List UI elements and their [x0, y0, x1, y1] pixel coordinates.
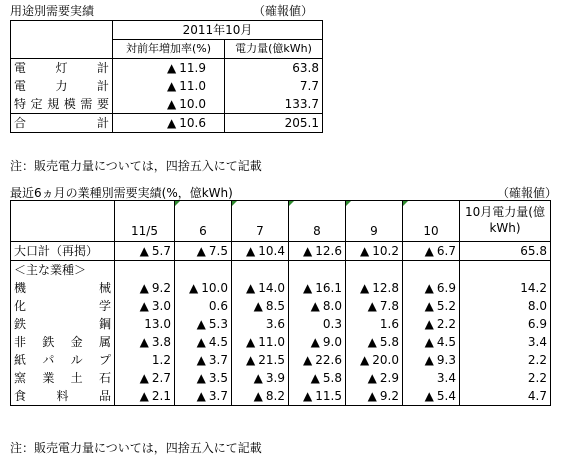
negative-marker: ▲ [246, 281, 256, 295]
negative-marker: ▲ [310, 299, 320, 313]
value-cell [115, 242, 175, 261]
yoy-cell [113, 77, 225, 95]
value: 11.9 [179, 61, 206, 75]
label-char: 械 [98, 281, 111, 295]
value: 7.7 [299, 79, 319, 93]
label-char: 学 [98, 299, 111, 313]
negative-marker: ▲ [139, 335, 149, 349]
value-cell [346, 279, 403, 297]
label-char: 合 [14, 116, 27, 130]
negative-marker: ▲ [246, 335, 256, 349]
table-row [11, 315, 551, 333]
label-char: 化 [14, 299, 27, 313]
power-cell [460, 387, 551, 406]
negative-marker: ▲ [167, 116, 177, 130]
value: 2.2 [527, 353, 547, 367]
value: 3.7 [208, 389, 228, 403]
value: 5.8 [322, 371, 342, 385]
table1-corner [11, 21, 113, 40]
negative-marker: ▲ [424, 389, 434, 403]
negative-marker: ▲ [167, 79, 177, 93]
negative-marker: ▲ [246, 244, 256, 258]
power-cell [225, 77, 323, 95]
value: 10.4 [258, 244, 285, 258]
table2-caption: 最近6ヵ月の業種別需要実績(%，億kWh) [10, 186, 233, 200]
label-char: 需 [80, 97, 93, 111]
value: 4.7 [527, 389, 547, 403]
negative-marker: ▲ [196, 389, 206, 403]
table2-corner [11, 201, 115, 242]
value: 3.6 [265, 317, 285, 331]
negative-marker: ▲ [303, 244, 313, 258]
power-cell [225, 114, 323, 133]
value-cell [232, 242, 289, 261]
label-char: 鋼 [98, 317, 111, 331]
negative-marker: ▲ [196, 317, 206, 331]
cell-comment-marker [289, 201, 294, 206]
value-cell [289, 387, 346, 406]
negative-marker: ▲ [367, 371, 377, 385]
value: 0.6 [208, 299, 228, 313]
negative-marker: ▲ [424, 317, 434, 331]
cell-comment-marker [346, 201, 351, 206]
value-cell [403, 351, 460, 369]
month-header: 9 [346, 201, 403, 242]
negative-marker: ▲ [189, 281, 199, 295]
power-cell [225, 95, 323, 114]
value: 10.0 [201, 281, 228, 295]
value: 2.9 [379, 371, 399, 385]
row-label [14, 370, 111, 386]
value-cell [115, 387, 175, 406]
row-label [14, 78, 109, 94]
table1-status: （確報値） [253, 4, 314, 18]
row-label [14, 334, 111, 350]
row-label-cell [11, 242, 115, 261]
table-row [11, 279, 551, 297]
value-cell [403, 369, 460, 387]
value: 7.8 [379, 299, 399, 313]
value-cell [289, 351, 346, 369]
label-char: プ [98, 353, 111, 367]
negative-marker: ▲ [139, 244, 149, 258]
value-cell [232, 369, 289, 387]
cell-comment-marker [175, 201, 180, 206]
negative-marker: ▲ [424, 335, 434, 349]
month-header: 11/5 [115, 201, 175, 242]
row-label [14, 115, 109, 131]
label-char: 力 [55, 79, 68, 93]
value: 9.2 [151, 281, 171, 295]
power-cell [460, 333, 551, 351]
value: 3.9 [265, 371, 285, 385]
power-cell [460, 315, 551, 333]
row-label [14, 298, 111, 314]
label-char: 食 [14, 389, 27, 403]
negative-marker: ▲ [360, 281, 370, 295]
value-cell [346, 351, 403, 369]
value-cell [289, 315, 346, 333]
value: 3.5 [208, 371, 228, 385]
label-char: 紙 [14, 353, 27, 367]
label-char: 業 [42, 371, 55, 385]
negative-marker: ▲ [424, 353, 434, 367]
value: 1.6 [379, 317, 399, 331]
value: 20.0 [372, 353, 399, 367]
table-row [11, 59, 323, 78]
value-cell [403, 315, 460, 333]
table-row [11, 333, 551, 351]
value-cell [175, 387, 232, 406]
table1-period: 2011年10月 [113, 21, 323, 40]
negative-marker: ▲ [167, 97, 177, 111]
label-char: 計 [96, 116, 109, 130]
value: 5.2 [436, 299, 456, 313]
value: 133.7 [284, 97, 319, 111]
month-header: 6 [175, 201, 232, 242]
row-label [14, 316, 111, 332]
value: 4.5 [208, 335, 228, 349]
negative-marker: ▲ [196, 371, 206, 385]
table1-col-power: 電力量(億kWh) [225, 40, 323, 59]
label-char: 料 [56, 389, 69, 403]
row-label-cell [11, 315, 115, 333]
label-char: 規 [47, 97, 60, 111]
value: 3.7 [208, 353, 228, 367]
value-cell [403, 387, 460, 406]
label-char: 要 [96, 97, 109, 111]
label-char: 窯 [14, 371, 27, 385]
yoy-cell [113, 114, 225, 133]
label-char: 灯 [55, 61, 68, 75]
row-label-cell [11, 114, 113, 133]
negative-marker: ▲ [139, 389, 149, 403]
negative-marker: ▲ [253, 389, 263, 403]
table-row [11, 297, 551, 315]
value-cell [115, 279, 175, 297]
table-row [11, 242, 551, 261]
negative-marker: ▲ [196, 353, 206, 367]
value-cell [175, 279, 232, 297]
row-label: ＜主な業種＞ [14, 263, 87, 277]
power-cell [225, 59, 323, 78]
table-row [11, 261, 551, 280]
row-label-cell [11, 297, 115, 315]
value: 6.7 [436, 244, 456, 258]
value: 11.0 [258, 335, 285, 349]
row-label-cell [11, 351, 115, 369]
table-row [11, 369, 551, 387]
value: 2.2 [436, 317, 456, 331]
value-cell [289, 369, 346, 387]
value: 2.7 [151, 371, 171, 385]
label-char: 属 [98, 335, 111, 349]
col-power-header: 10月電力量(億kWh) [460, 201, 551, 242]
negative-marker: ▲ [424, 281, 434, 295]
negative-marker: ▲ [253, 371, 263, 385]
value: 22.6 [315, 353, 342, 367]
value-cell [175, 315, 232, 333]
label-char: 定 [30, 97, 43, 111]
value: 10.0 [179, 97, 206, 111]
value-cell [346, 297, 403, 315]
label-char: 計 [96, 79, 109, 93]
label-char: 金 [70, 335, 83, 349]
row-label [14, 96, 109, 112]
value-cell [175, 351, 232, 369]
value-cell [403, 333, 460, 351]
value-cell [289, 297, 346, 315]
label-char: 電 [14, 61, 27, 75]
label-char: 非 [14, 335, 27, 349]
negative-marker: ▲ [167, 61, 177, 75]
value-cell [232, 279, 289, 297]
value-cell [232, 351, 289, 369]
value-cell [346, 387, 403, 406]
label-char: 特 [14, 97, 27, 111]
negative-marker: ▲ [360, 353, 370, 367]
table1-note: 注：販売電力量については，四捨五入にて記載 [10, 159, 262, 173]
value-cell [115, 333, 175, 351]
table-row [11, 351, 551, 369]
value-cell [232, 297, 289, 315]
negative-marker: ▲ [196, 335, 206, 349]
value: 2.1 [151, 389, 171, 403]
label-char: 鉄 [14, 317, 27, 331]
value-cell [232, 333, 289, 351]
power-cell [460, 351, 551, 369]
power-cell [460, 279, 551, 297]
value: 0.3 [322, 317, 342, 331]
value: 8.2 [265, 389, 285, 403]
row-label: 大口計（再掲） [14, 244, 99, 258]
value: 14.2 [520, 281, 547, 295]
negative-marker: ▲ [424, 244, 434, 258]
label-char: 土 [70, 371, 83, 385]
value: 3.4 [436, 371, 456, 385]
value-cell [175, 261, 232, 280]
row-label [14, 352, 111, 368]
table2-status: （確報値） [497, 186, 558, 200]
negative-marker: ▲ [196, 244, 206, 258]
value-cell [346, 261, 403, 280]
negative-marker: ▲ [139, 281, 149, 295]
row-label [14, 388, 111, 404]
label-char: 電 [14, 79, 27, 93]
value-cell [175, 297, 232, 315]
value: 5.8 [379, 335, 399, 349]
value-cell [175, 369, 232, 387]
value-cell [403, 261, 460, 280]
value: 9.2 [379, 389, 399, 403]
power-cell [460, 261, 551, 280]
value-cell [346, 369, 403, 387]
negative-marker: ▲ [253, 299, 263, 313]
negative-marker: ▲ [310, 335, 320, 349]
value: 16.1 [315, 281, 342, 295]
value: 205.1 [284, 116, 319, 130]
negative-marker: ▲ [360, 244, 370, 258]
value: 5.3 [208, 317, 228, 331]
value-cell [403, 279, 460, 297]
value: 6.9 [436, 281, 456, 295]
row-label [14, 60, 109, 76]
value-cell [232, 261, 289, 280]
value: 63.8 [292, 61, 319, 75]
negative-marker: ▲ [139, 299, 149, 313]
value-cell [289, 242, 346, 261]
value: 3.4 [527, 335, 547, 349]
label-char: 鉄 [42, 335, 55, 349]
cell-comment-marker [232, 201, 237, 206]
value: 4.5 [436, 335, 456, 349]
month-header: 8 [289, 201, 346, 242]
label-char: パ [42, 353, 55, 367]
yoy-cell [113, 59, 225, 78]
value-cell [115, 369, 175, 387]
row-label-cell [11, 95, 113, 114]
value-cell [115, 315, 175, 333]
value: 5.7 [151, 244, 171, 258]
negative-marker: ▲ [367, 299, 377, 313]
value: 8.0 [322, 299, 342, 313]
table1-caption: 用途別需要実績 [10, 4, 95, 18]
value-cell [232, 387, 289, 406]
table1-col-yoy: 対前年増加率(%) [113, 40, 225, 59]
value: 8.0 [527, 299, 547, 313]
value: 11.5 [315, 389, 342, 403]
value: 21.5 [258, 353, 285, 367]
value: 7.5 [208, 244, 228, 258]
value: 11.0 [179, 79, 206, 93]
row-label-cell [11, 369, 115, 387]
negative-marker: ▲ [139, 371, 149, 385]
value-cell [289, 279, 346, 297]
negative-marker: ▲ [424, 299, 434, 313]
row-label-cell [11, 333, 115, 351]
label-char: 石 [98, 371, 111, 385]
value: 1.2 [151, 353, 171, 367]
value-cell [346, 315, 403, 333]
row-label-cell [11, 387, 115, 406]
value: 14.0 [258, 281, 285, 295]
row-label [14, 280, 111, 296]
negative-marker: ▲ [367, 335, 377, 349]
value: 8.5 [265, 299, 285, 313]
label-char: 計 [96, 61, 109, 75]
value: 2.2 [527, 371, 547, 385]
table-row [11, 95, 323, 114]
table1-corner-lower [11, 40, 113, 59]
month-header: 10 [403, 201, 460, 242]
value-cell [175, 333, 232, 351]
value: 12.8 [372, 281, 399, 295]
table-row [11, 77, 323, 95]
row-label-cell [11, 77, 113, 95]
value-cell [232, 315, 289, 333]
negative-marker: ▲ [303, 353, 313, 367]
label-char: 模 [63, 97, 76, 111]
value-cell [175, 242, 232, 261]
table-row [11, 387, 551, 406]
label-char: 機 [14, 281, 27, 295]
cell-comment-marker [403, 201, 408, 206]
value: 3.8 [151, 335, 171, 349]
value: 9.0 [322, 335, 342, 349]
yoy-cell [113, 95, 225, 114]
value: 9.3 [436, 353, 456, 367]
table-row [11, 114, 323, 133]
negative-marker: ▲ [246, 353, 256, 367]
table2-note: 注：販売電力量については，四捨五入にて記載 [10, 441, 262, 455]
industry-demand-table [10, 200, 551, 406]
month-header: 7 [232, 201, 289, 242]
value: 10.6 [179, 116, 206, 130]
negative-marker: ▲ [367, 389, 377, 403]
value-cell [346, 333, 403, 351]
value: 13.0 [144, 317, 171, 331]
power-cell [460, 369, 551, 387]
value-cell [403, 297, 460, 315]
value-cell [115, 297, 175, 315]
value-cell [289, 261, 346, 280]
value: 6.9 [527, 317, 547, 331]
value-cell [115, 261, 175, 280]
negative-marker: ▲ [303, 389, 313, 403]
negative-marker: ▲ [310, 371, 320, 385]
usage-demand-table [10, 20, 323, 133]
value-cell [403, 242, 460, 261]
row-label-cell [11, 261, 115, 280]
label-char: ル [70, 353, 83, 367]
value-cell [346, 242, 403, 261]
value: 3.0 [151, 299, 171, 313]
value-cell [115, 351, 175, 369]
row-label-cell [11, 59, 113, 78]
value: 5.4 [436, 389, 456, 403]
power-cell [460, 297, 551, 315]
value-cell [289, 333, 346, 351]
label-char: 品 [98, 389, 111, 403]
row-label-cell [11, 279, 115, 297]
power-cell [460, 242, 551, 261]
value: 10.2 [372, 244, 399, 258]
value: 65.8 [520, 244, 547, 258]
value: 12.6 [315, 244, 342, 258]
negative-marker: ▲ [303, 281, 313, 295]
